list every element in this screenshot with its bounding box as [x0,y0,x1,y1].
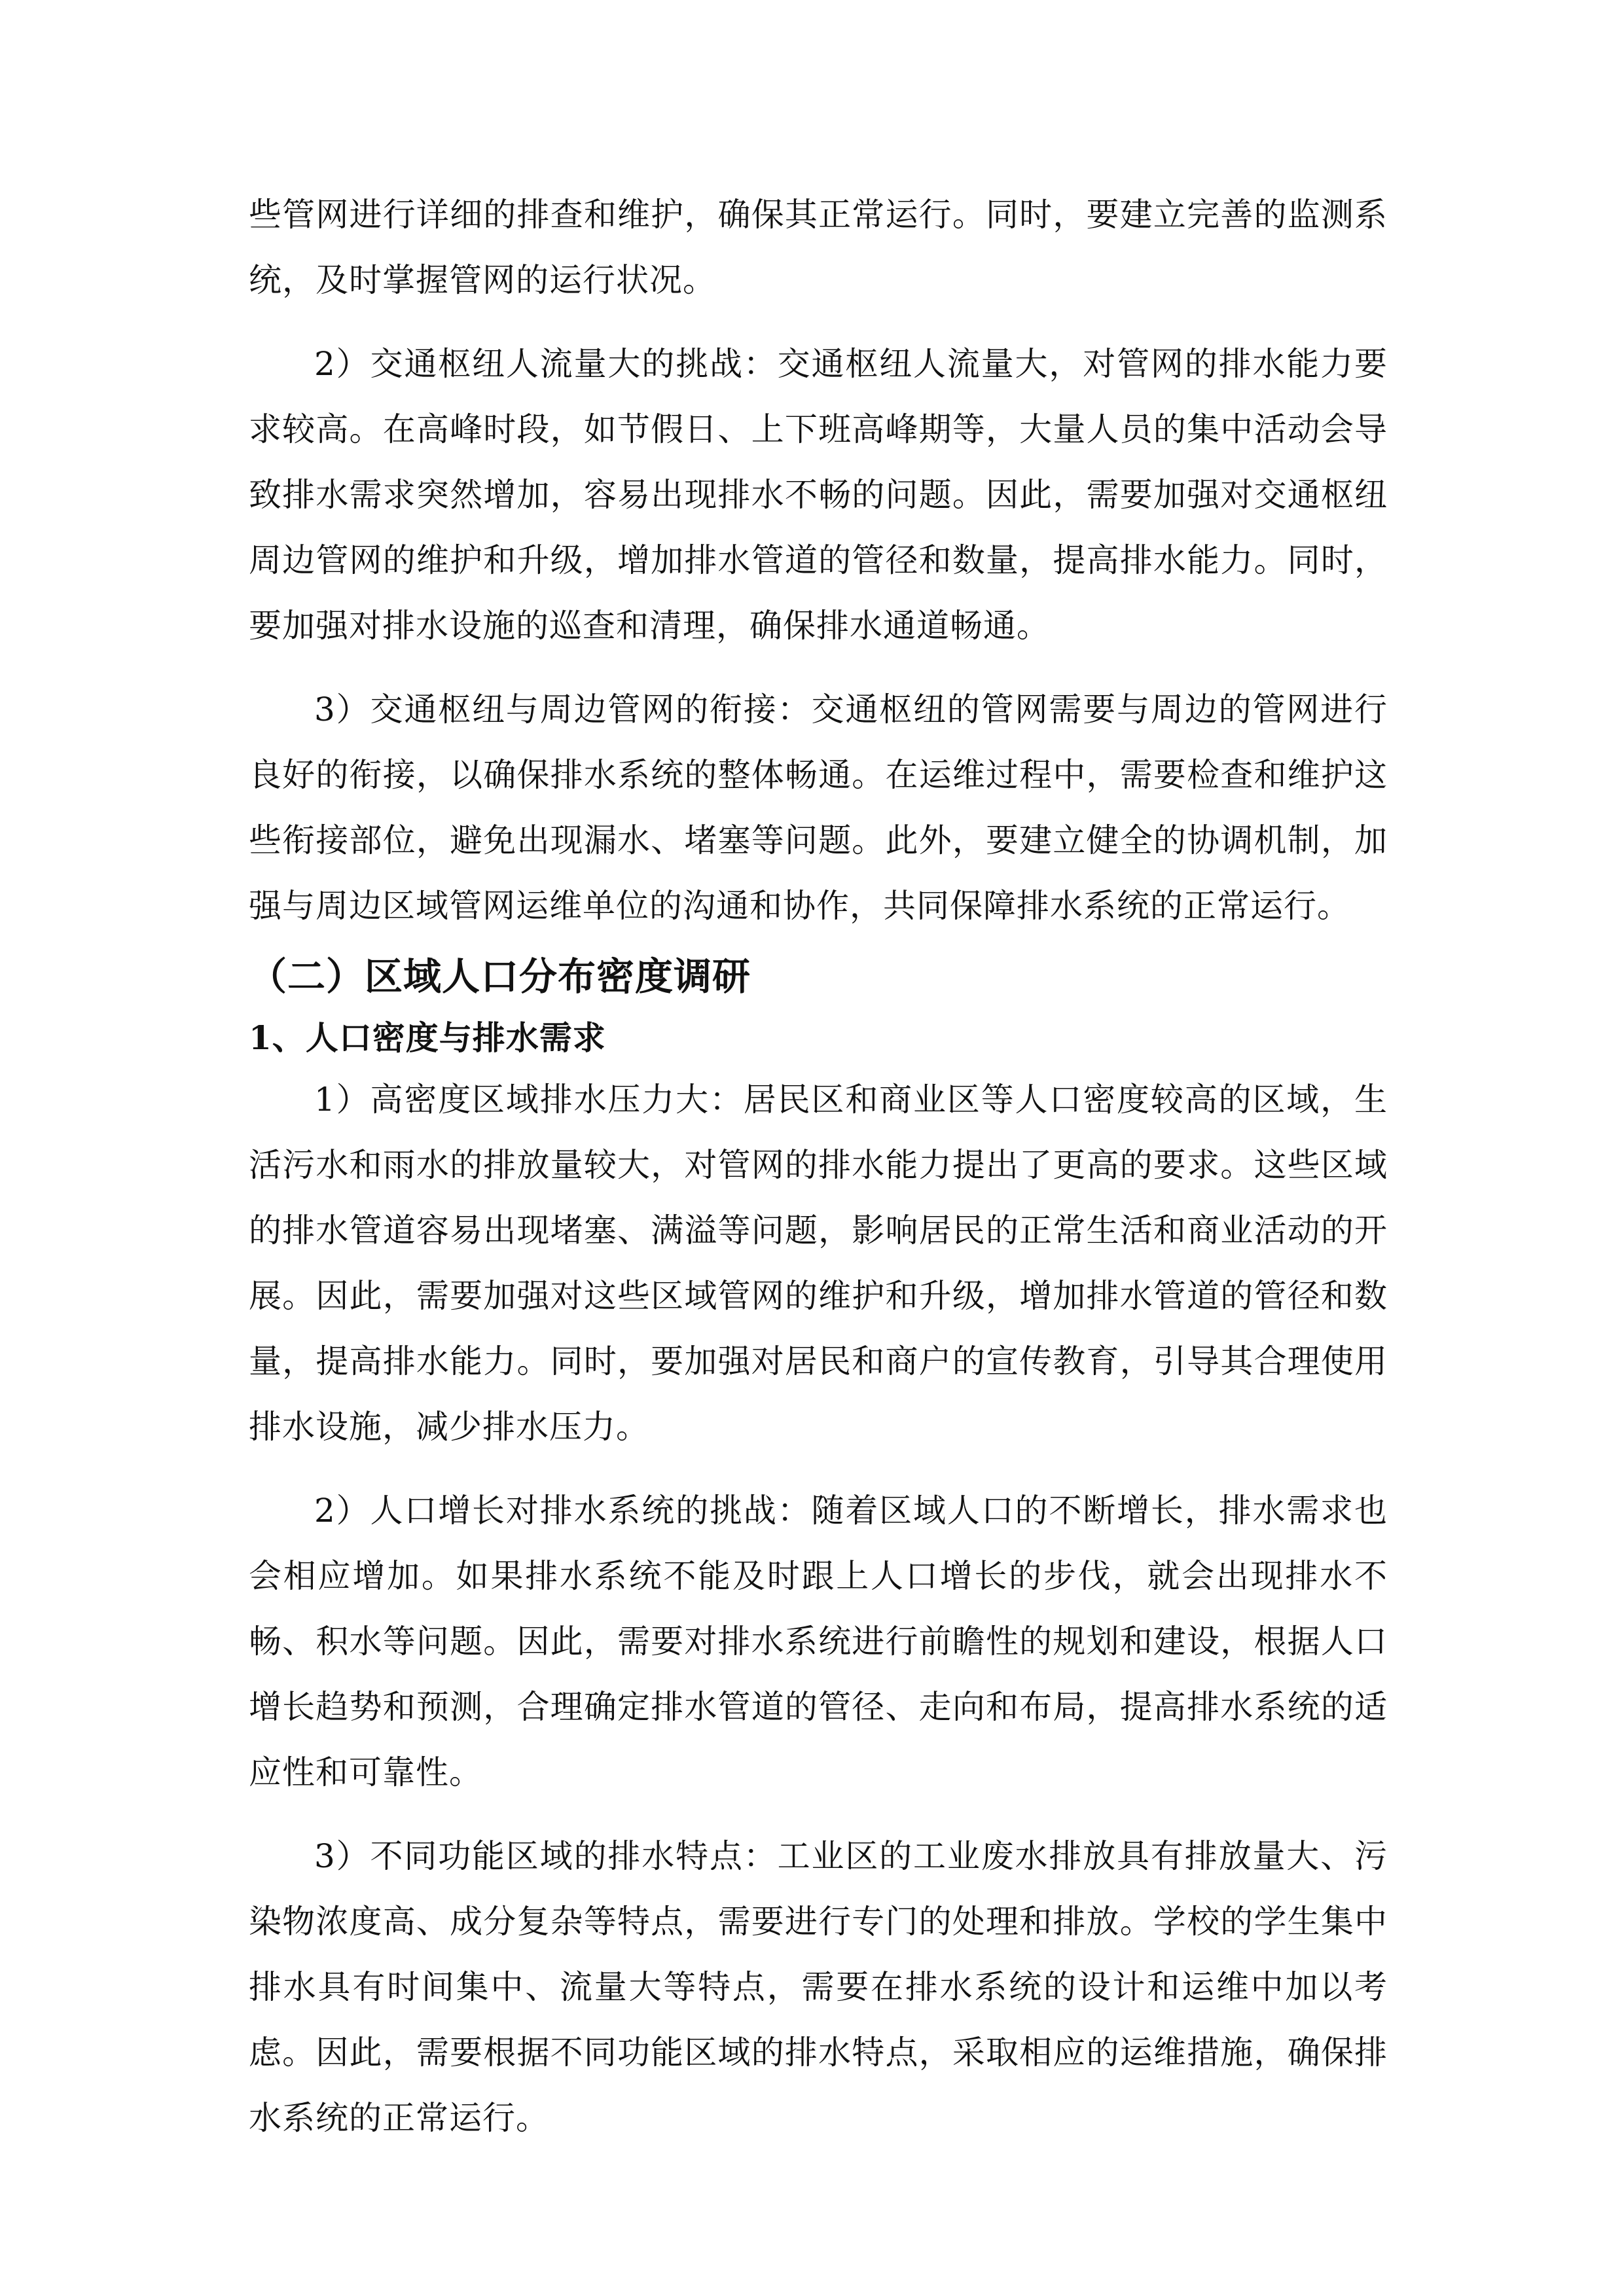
document-body [249,182,1388,2151]
continuation-paragraph: 些管网进行详细的排查和维护，确保其正常运行。同时，要建立完善的监测系统，及时掌握管网的运行状况。 [249,196,1388,299]
paragraph-hub-connection: 3）交通枢纽与周边管网的衔接：交通枢纽的管网需要与周边的管网进行良好的衔接，以确保排水系统的整体畅通。在运维过程中，需要检查和维护这些衔接部位，避免出现漏水、堵塞等问题。此外，要建立健全的协调机制，加强与周边区域管网运维单位的沟通和协作，共同保障排水系统的正常运行。 [249,691,1388,925]
paragraph-hub-traffic: 2）交通枢纽人流量大的挑战：交通枢纽人流量大，对管网的排水能力要求较高。在高峰时段，如节假日、上下班高峰期等，大量人员的集中活动会导致排水需求突然增加，容易出现排水不畅的问题。因此，需要加强对交通枢纽周边管网的维护和升级，增加排水管道的管径和数量，提高排水能力。同时，要加强对排水设施的巡查和清理，确保排水通道畅通。 [249,345,1388,645]
section-heading: （二）区域人口分布密度调研 [249,954,751,999]
paragraph-functional-areas: 3）不同功能区域的排水特点：工业区的工业废水排放具有排放量大、污染物浓度高、成分复杂等特点，需要进行专门的处理和排放。学校的学生集中排水具有时间集中、流量大等特点，需要在排水系统的设计和运维中加以考虑。因此，需要根据不同功能区域的排水特点，采取相应的运维措施，确保排水系统的正常运行。 [249,1837,1388,2137]
paragraph-high-density: 1）高密度区域排水压力大：居民区和商业区等人口密度较高的区域，生活污水和雨水的排放量较大，对管网的排水能力提出了更高的要求。这些区域的排水管道容易出现堵塞、满溢等问题，影响居民的正常生活和商业活动的开展。因此，需要加强对这些区域管网的维护和升级，增加排水管道的管径和数量，提高排水能力。同时，要加强对居民和商户的宣传教育，引导其合理使用排水设施，减少排水压力。 [249,1081,1388,1446]
subsection-heading: 1、人口密度与排水需求 [249,1018,606,1057]
paragraph-population-growth: 2）人口增长对排水系统的挑战：随着区域人口的不断增长，排水需求也会相应增加。如果排水系统不能及时跟上人口增长的步伐，就会出现排水不畅、积水等问题。因此，需要对排水系统进行前瞻性的规划和建设，根据人口增长趋势和预测，合理确定排水管道的管径、走向和布局，提高排水系统的适应性和可靠性。 [249,1492,1388,1791]
